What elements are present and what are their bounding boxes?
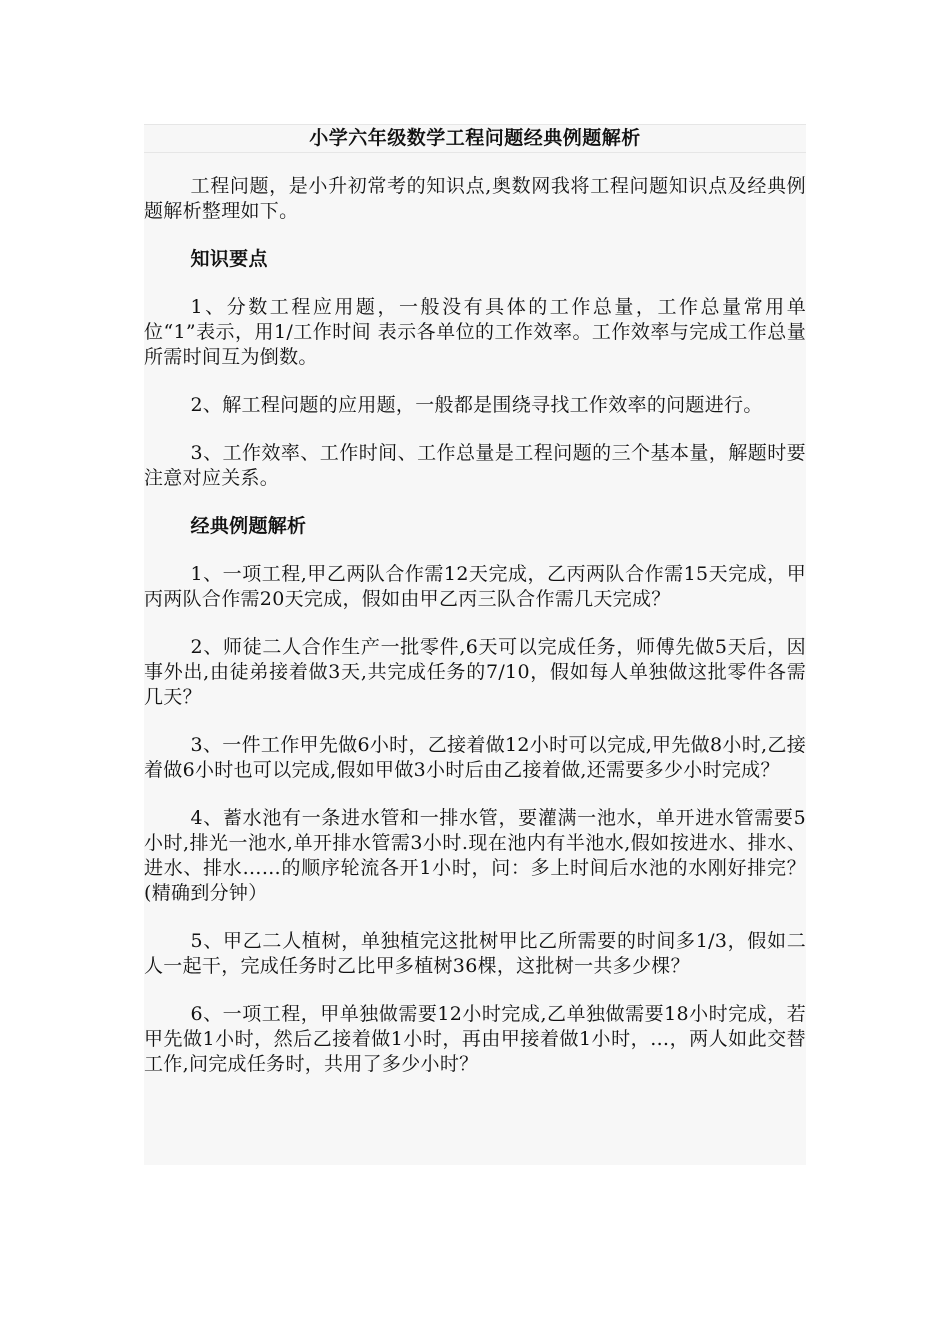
example-item: 1、一项工程,甲乙两队合作需12天完成，乙丙两队合作需15天完成，甲丙两队合作需20天完成，假如由甲乙丙三队合作需几天完成？ <box>144 563 806 610</box>
knowledge-heading: 知识要点 <box>190 248 268 270</box>
example-item: 6、一项工程，甲单独做需要12小时完成,乙单独做需要18小时完成，若甲先做1小时，然后乙接着做1小时，再由甲接着做1小时，…，两人如此交替工作,问完成任务时，共用了多少小时？ <box>144 1003 806 1075</box>
example-item: 5、甲乙二人植树，单独植完这批树甲比乙所需要的时间多1/3，假如二人一起干，完成任务时乙比甲多植树36棵，这批树一共多少棵？ <box>144 930 806 977</box>
knowledge-point: 1、分数工程应用题，一般没有具体的工作总量，工作总量常用单位“1”表示，用1/工作时间 表示各单位的工作效率。工作效率与完成工作总量所需时间互为倒数。 <box>144 296 806 368</box>
knowledge-point: 2、解工程问题的应用题，一般都是围绕寻找工作效率的问题进行。 <box>190 394 763 416</box>
example-item: 2、师徒二人合作生产一批零件,6天可以完成任务，师傅先做5天后，因事外出,由徒弟接着做3天,共完成任务的7/10，假如每人单独做这批零件各需几天？ <box>144 636 806 708</box>
intro-paragraph: 工程问题，是小升初常考的知识点,奥数网我将工程问题知识点及经典例题解析整理如下。 <box>144 175 806 222</box>
document-page <box>144 124 806 1165</box>
examples-heading: 经典例题解析 <box>190 515 307 537</box>
example-item: 4、蓄水池有一条进水管和一排水管，要灌满一池水，单开进水管需要5小时,排光一池水,单开排水管需3小时.现在池内有半池水,假如按进水、排水、进水、排水……的顺序轮流各开1小时，问：多上时间后水池的水刚好排完？(精确到分钟） <box>144 807 806 904</box>
knowledge-point: 3、工作效率、工作时间、工作总量是工程问题的三个基本量，解题时要注意对应关系。 <box>144 442 806 489</box>
example-item: 3、一件工作甲先做6小时，乙接着做12小时可以完成,甲先做8小时,乙接着做6小时也可以完成,假如甲做3小时后由乙接着做,还需要多少小时完成？ <box>144 734 806 781</box>
document-title: 小学六年级数学工程问题经典例题解析 <box>144 124 806 153</box>
document-body <box>144 174 806 1077</box>
